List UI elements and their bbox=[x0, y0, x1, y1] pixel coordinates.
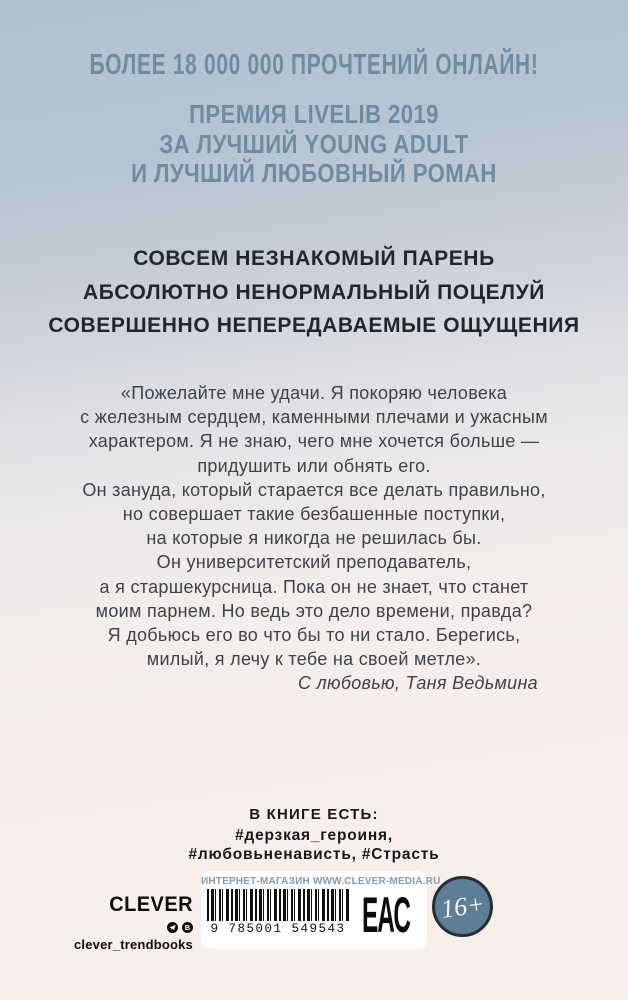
quote-line: с железным сердцем, каменными плечами и ужасным bbox=[80, 407, 548, 428]
quote-line: Он зануда, который старается все делать правильно, bbox=[82, 479, 546, 500]
quote-line: Я добьюсь его во что бы то ни стало. Берегись, bbox=[107, 625, 521, 646]
tagline: АБСОЛЮТНО НЕНОРМАЛЬНЫЙ ПОЦЕЛУЙ bbox=[83, 280, 545, 304]
award-line: И ЛУЧШИЙ ЛЮБОВНЫЙ РОМАН bbox=[131, 158, 497, 188]
book-features-block bbox=[0, 806, 628, 864]
quote-line: характером. Я не знаю, чего мне хочется больше — bbox=[88, 431, 540, 452]
eac-mark: ЕАС bbox=[361, 887, 411, 943]
quote-line: а я старшекурсница. Пока он не знает, что станет bbox=[99, 576, 529, 597]
taglines-block bbox=[0, 242, 628, 343]
award-block bbox=[47, 100, 581, 189]
award-line: ЗА ЛУЧШИЙ YOUNG ADULT bbox=[159, 128, 469, 159]
readers-banner: БОЛЕЕ 18 000 000 ПРОЧТЕНИЙ ОНЛАЙН! bbox=[89, 49, 539, 81]
quote-line: Он университетский преподаватель, bbox=[156, 552, 472, 573]
clever-logo: CLEVER bbox=[109, 893, 193, 916]
tagline: СОВСЕМ НЕЗНАКОМЫЙ ПАРЕНЬ bbox=[133, 247, 495, 270]
social-icons bbox=[58, 922, 193, 933]
age-badge bbox=[432, 876, 493, 937]
barcode bbox=[207, 889, 349, 921]
award-line: ПРЕМИЯ LIVELIB 2019 bbox=[189, 99, 439, 129]
quote-line: придушить или обнять его. bbox=[197, 455, 431, 476]
hashtag-line: #любовьненависть, #Страсть bbox=[188, 845, 440, 863]
quote-line: «Пожелайте мне удачи. Я покоряю человека bbox=[120, 383, 508, 403]
quote-line: но совершает такие безбашенные поступки, bbox=[122, 504, 506, 525]
quote-signature: С любовью, Таня Ведьмина bbox=[297, 673, 538, 694]
book-features-title: В КНИГЕ ЕСТЬ: bbox=[249, 806, 379, 823]
barcode-box bbox=[201, 871, 441, 949]
barcode-digits: 9 785001 549543 bbox=[210, 922, 346, 936]
hashtag-line: #дерзкая_героиня, bbox=[235, 827, 393, 844]
quote-line: милый, я лечу к тебе на своей метле». bbox=[146, 649, 482, 670]
vk-icon: В bbox=[182, 922, 193, 933]
quote-line: на которые я никогда не решилась бы. bbox=[146, 528, 482, 549]
social-handle: clever_trendbooks bbox=[73, 937, 193, 952]
age-badge-label: 16+ bbox=[438, 888, 487, 924]
tagline: СОВЕРШЕННО НЕПЕРЕДАВАЕМЫЕ ОЩУЩЕНИЯ bbox=[48, 314, 580, 337]
telegram-icon bbox=[167, 922, 178, 933]
publisher-block bbox=[58, 893, 193, 952]
quote-line: моим парнем. Но ведь это дело времени, правда? bbox=[95, 600, 533, 621]
annotation-quote bbox=[0, 381, 628, 696]
shop-url: ИНТЕРНЕТ-МАГАЗИН WWW.CLEVER-MEDIA.RU bbox=[201, 876, 441, 887]
